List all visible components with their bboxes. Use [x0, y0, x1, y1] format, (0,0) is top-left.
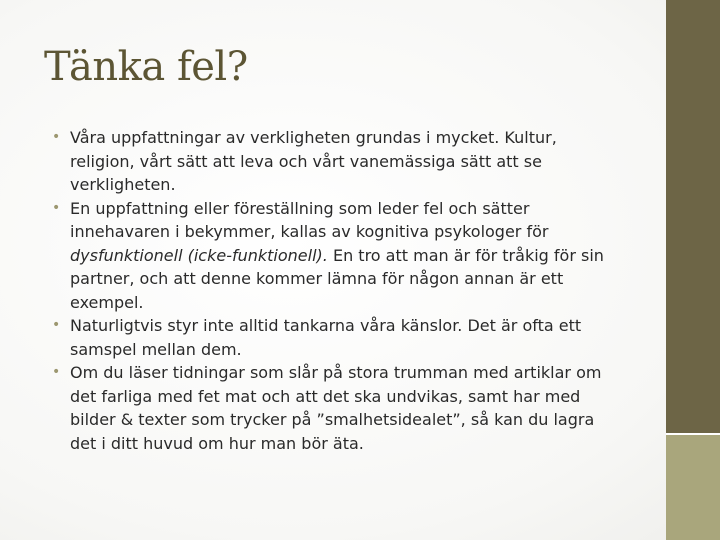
- bullet-item: [52, 197, 612, 315]
- bullet-item: [52, 126, 612, 197]
- slide-title: Tänka fel?: [44, 44, 248, 90]
- bullet-icon: •: [52, 129, 61, 145]
- bullet-emphasis: dysfunktionell (icke-funktionell).: [70, 245, 328, 265]
- bullet-text: Om du läser tidningar som slår på stora trumman med artiklar om det farliga med fet mat och att det ska undvikas, samt har med bilder & texter som trycker på ”smalhetsidealet”, så kan du lagra det i ditt huvud om hur man bör äta.: [70, 363, 602, 453]
- bullet-text: En tro att man är för tråkig för sin partner, och att denne kommer lämna för någon annan är ett exempel.: [70, 245, 604, 312]
- bullet-item: [52, 361, 612, 455]
- bullet-text: En uppfattning eller föreställning som leder fel och sätter innehavaren i bekymmer, kallas av kognitiva psykologer för: [70, 198, 549, 241]
- bullet-list: [52, 126, 612, 455]
- bullet-icon: •: [52, 317, 61, 333]
- sidebar-accent-light: [666, 435, 720, 540]
- bullet-item: [52, 314, 612, 361]
- bullet-text: Naturligtvis styr inte alltid tankarna våra känslor. Det är ofta ett samspel mellan dem.: [70, 316, 582, 359]
- bullet-text: Våra uppfattningar av verkligheten grundas i mycket. Kultur, religion, vårt sätt att leva och vårt vanemässiga sätt att se verkligheten.: [70, 128, 557, 194]
- bullet-icon: •: [52, 199, 61, 216]
- bullet-icon: •: [52, 364, 61, 380]
- slide-body: [52, 126, 612, 455]
- sidebar-accent-dark: [666, 0, 720, 433]
